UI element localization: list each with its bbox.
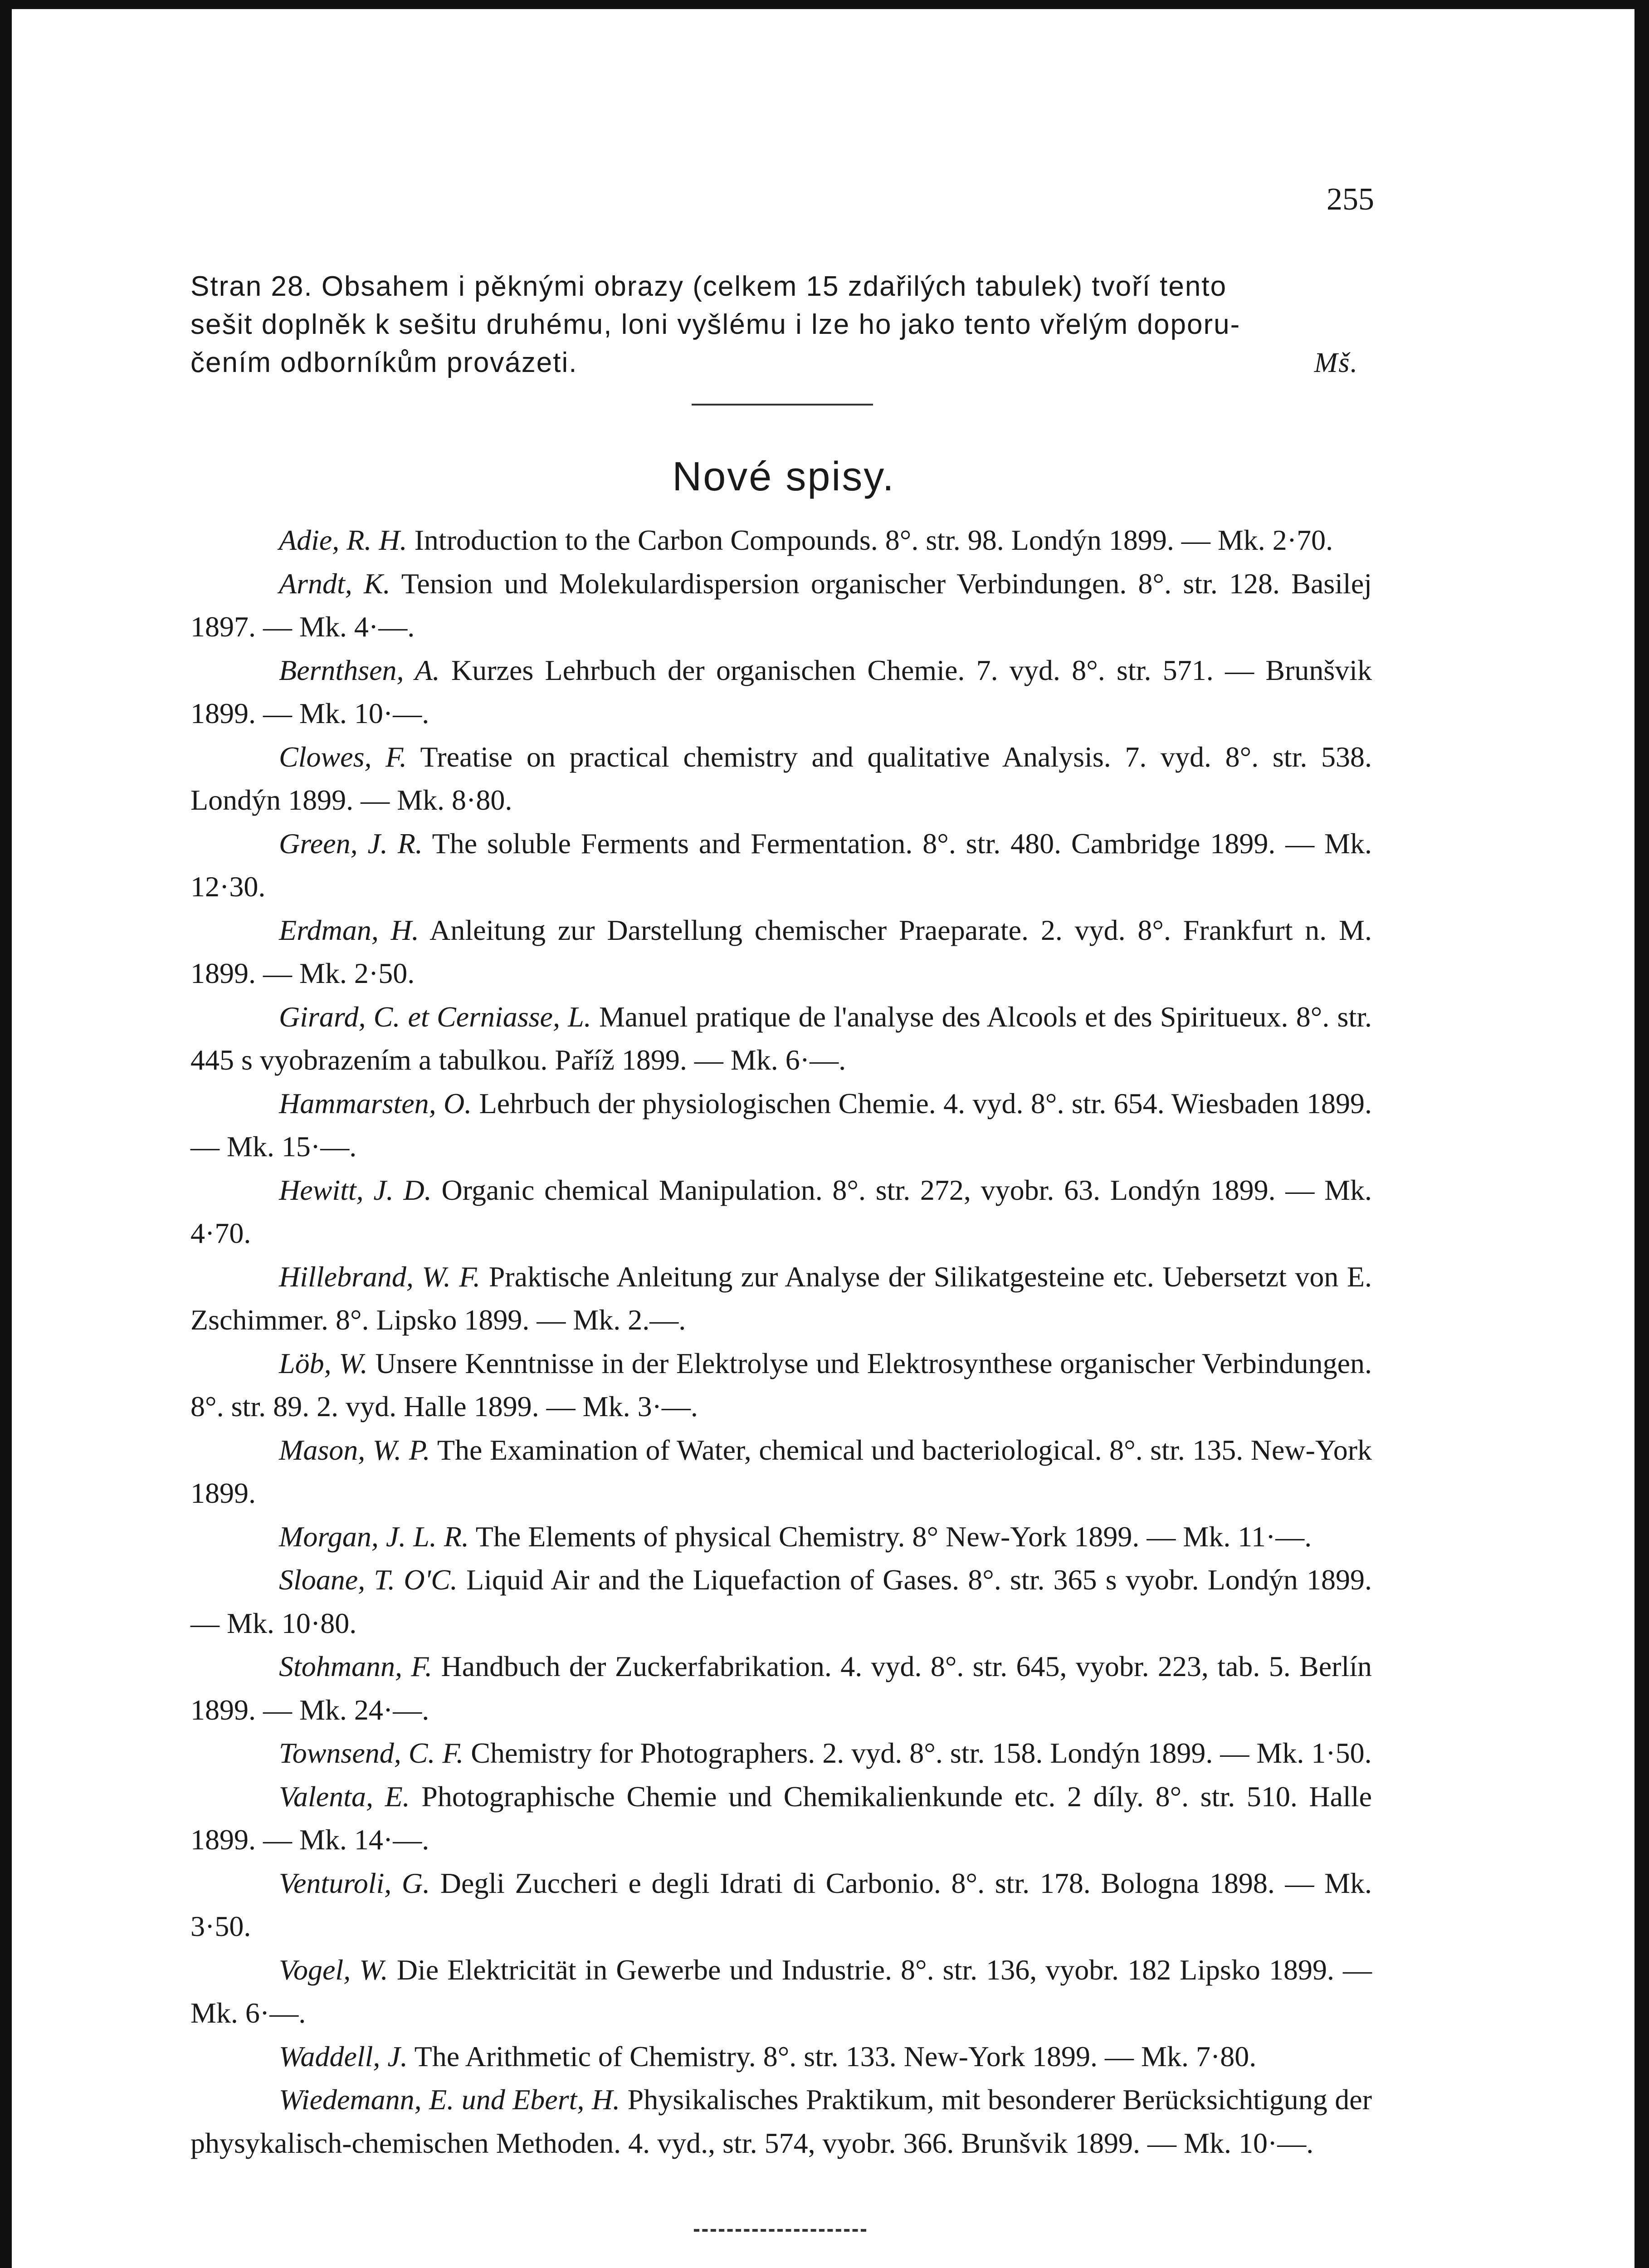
bibliography-entry <box>190 2078 1372 2165</box>
entry-text: The Arithmetic of Chemistry. 8°. str. 133. New-York 1899. — Mk. 7·80. <box>414 2040 1257 2072</box>
entry-author: Townsend, C. F. <box>279 1737 464 1769</box>
entry-author: Erdman, H. <box>279 914 419 946</box>
entry-text: Handbuch der Zuckerfabrikation. 4. vyd. 8°. str. 645, vyobr. 223, tab. 5. Berlín 1899. — Mk. 24·—. <box>190 1650 1372 1726</box>
entry-author: Morgan, J. L. R. <box>279 1520 469 1553</box>
entry-text: The Examination of Water, chemical und bacteriological. 8°. str. 135. New-York 1899. <box>190 1433 1372 1509</box>
bibliography-entry <box>190 1168 1372 1255</box>
entry-text: Treatise on practical chemistry and qualitative Analysis. 7. vyd. 8°. str. 538. Londýn 1899. — Mk. 8·80. <box>190 740 1372 816</box>
entry-text: The soluble Ferments and Fermentation. 8°. str. 480. Cambridge 1899. — Mk. 12·30. <box>190 827 1372 903</box>
section-divider <box>692 404 873 406</box>
entry-text: Introduction to the Carbon Compounds. 8°. str. 98. Londýn 1899. — Mk. 2·70. <box>414 524 1333 556</box>
scan-border-top <box>0 0 1649 9</box>
entry-text: Liquid Air and the Liquefaction of Gases. 8°. str. 365 s vyobr. Londýn 1899. — Mk. 10·80. <box>190 1564 1372 1639</box>
bibliography-entry <box>190 1775 1372 1862</box>
bibliography-entry <box>190 1342 1372 1428</box>
entry-text: Tension und Molekulardispersion organischer Verbindungen. 8°. str. 128. Basilej 1897. — Mk. 4·—. <box>190 567 1372 643</box>
bibliography-entry <box>190 1862 1372 1948</box>
entry-text: Organic chemical Manipulation. 8°. str. 272, vyobr. 63. Londýn 1899. — Mk. 4·70. <box>190 1173 1372 1249</box>
intro-line: sešit doplněk k sešitu druhému, loni vyšlému i lze ho jako tento vřelým doporu- <box>190 309 1241 340</box>
entry-author: Hewitt, J. D. <box>279 1173 432 1206</box>
intro-line: čením odborníkům provázeti. Mš. <box>190 344 1372 382</box>
bibliography-entry <box>190 649 1372 735</box>
entry-text: Degli Zuccheri e degli Idrati di Carbonio. 8°. str. 178. Bologna 1898. — Mk. 3·50. <box>190 1867 1372 1942</box>
scan-border-right <box>1634 0 1649 2268</box>
bibliography-entry <box>190 1558 1372 1645</box>
bibliography-entry <box>190 735 1372 822</box>
bibliography-entry <box>190 1645 1372 1731</box>
section-title: Nové spisy. <box>672 454 895 499</box>
entry-text: Die Elektricität in Gewerbe und Industrie. 8°. str. 136, vyobr. 182 Lipsko 1899. — Mk. 6·—. <box>190 1953 1372 2029</box>
entry-author: Mason, W. P. <box>279 1433 430 1466</box>
bibliography-entry <box>190 995 1372 1082</box>
entry-author: Vogel, W. <box>279 1953 388 1986</box>
entry-author: Waddell, J. <box>279 2040 408 2072</box>
bibliography-entry <box>190 2035 1372 2078</box>
bibliography-entry <box>190 1515 1372 1559</box>
entry-author: Green, J. R. <box>279 827 423 860</box>
entry-text: Unsere Kenntnisse in der Elektrolyse und Elektrosynthese organischer Verbindungen. 8°. str. 89. 2. vyd. Halle 1899. — Mk. 3·—. <box>190 1347 1372 1422</box>
entry-author: Wiedemann, E. und Ebert, H. <box>279 2083 620 2116</box>
entry-author: Girard, C. et Cerniasse, L. <box>279 1000 591 1033</box>
entry-author: Adie, R. H. <box>279 524 407 556</box>
bibliography-list <box>190 518 1372 2165</box>
entry-text: Manuel pratique de l'analyse des Alcools et des Spiritueux. 8°. str. 445 s vyobrazením a tabulkou. Paříž 1899. — Mk. 6·—. <box>190 1000 1372 1076</box>
bibliography-entry <box>190 518 1372 562</box>
entry-text: Kurzes Lehrbuch der organischen Chemie. 7. vyd. 8°. str. 571. — Brunšvik 1899. — Mk. 10·—. <box>190 654 1372 729</box>
intro-line: Stran 28. Obsahem i pěknými obrazy (celkem 15 zdařilých tabulek) tvoří tento <box>190 271 1227 302</box>
entry-author: Clowes, F. <box>279 740 407 773</box>
entry-author: Venturoli, G. <box>279 1867 430 1899</box>
entry-text: Photographische Chemie und Chemikalienkunde etc. 2 díly. 8°. str. 510. Halle 1899. — Mk. 14·—. <box>190 1780 1372 1856</box>
entry-author: Hillebrand, W. F. <box>279 1260 481 1293</box>
entry-author: Löb, W. <box>279 1347 368 1379</box>
entry-text: Praktische Anleitung zur Analyse der Silikatgesteine etc. Uebersetzt von E. Zschimmer. 8°. Lipsko 1899. — Mk. 2.—. <box>190 1260 1372 1336</box>
entry-text: The Elements of physical Chemistry. 8° New-York 1899. — Mk. 11·—. <box>475 1520 1312 1553</box>
bibliography-entry <box>190 562 1372 649</box>
bibliography-entry <box>190 1255 1372 1342</box>
bibliography-entry <box>190 1428 1372 1515</box>
bibliography-entry <box>190 1948 1372 2035</box>
entry-text: Anleitung zur Darstellung chemischer Praeparate. 2. vyd. 8°. Frankfurt n. M. 1899. — Mk. 2·50. <box>190 914 1372 989</box>
bibliography-entry <box>190 1082 1372 1168</box>
entry-text: Chemistry for Photographers. 2. vyd. 8°. str. 158. Londýn 1899. — Mk. 1·50. <box>471 1737 1372 1769</box>
scan-border-left <box>0 0 12 2268</box>
end-divider <box>694 2229 866 2232</box>
entry-author: Bernthsen, A. <box>279 654 440 686</box>
page-number: 255 <box>1327 182 1374 217</box>
entry-text: Physikalisches Praktikum, mit besonderer Berücksichtigung der physykalisch-chemischen Methoden. 4. vyd., str. 574, vyobr. 366. Brunšvik 1899. — Mk. 10·—. <box>190 2083 1372 2159</box>
bibliography-entry <box>190 909 1372 995</box>
bibliography-entry <box>190 822 1372 909</box>
entry-author: Sloane, T. O'C. <box>279 1564 458 1596</box>
entry-author: Arndt, K. <box>279 567 390 600</box>
reviewer-signature: Mš. <box>1314 347 1358 378</box>
entry-author: Valenta, E. <box>279 1780 410 1813</box>
entry-text: Lehrbuch der physiologischen Chemie. 4. vyd. 8°. str. 654. Wiesbaden 1899. — Mk. 15·—. <box>190 1087 1372 1163</box>
entry-author: Stohmann, F. <box>279 1650 433 1682</box>
entry-author: Hammarsten, O. <box>279 1087 472 1119</box>
review-closing-paragraph <box>190 268 1372 382</box>
bibliography-entry <box>190 1731 1372 1775</box>
